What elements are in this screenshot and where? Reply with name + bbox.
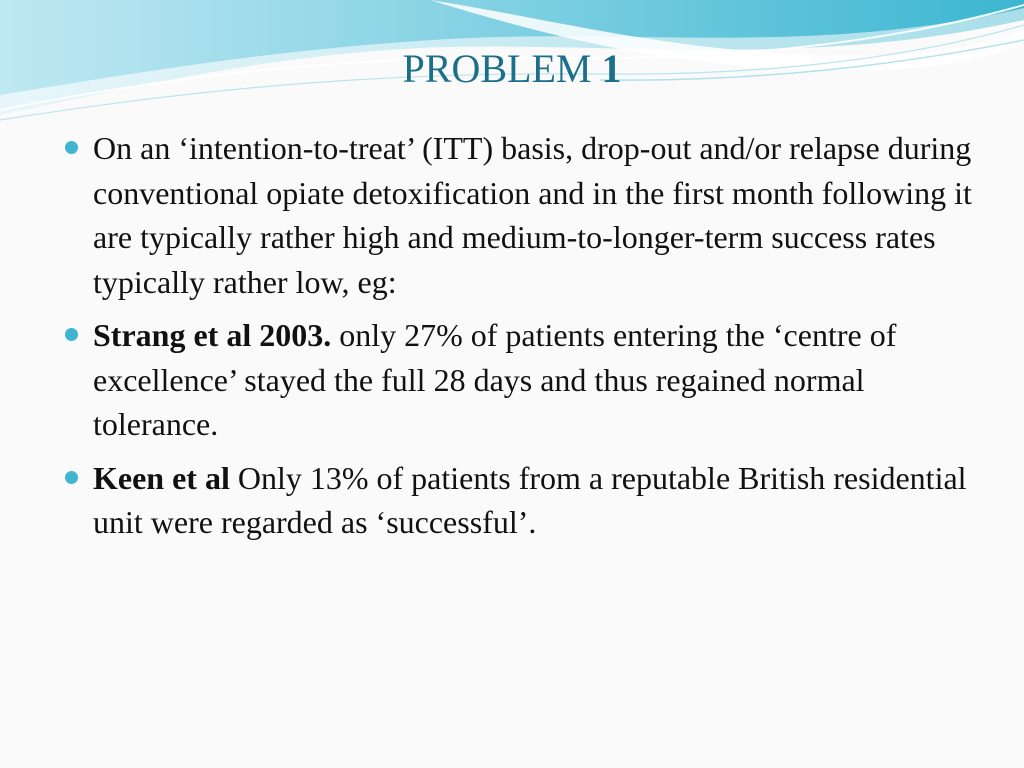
bullet-text: only 27% of patients entering the ‘centre of excellence’ stayed the full 28 days and thus regained normal tolerance.: [93, 317, 897, 442]
bullet-item-strang: [62, 313, 972, 447]
bullet-list: [62, 126, 972, 554]
bullet-lead: Keen et al: [93, 459, 230, 496]
bullet-item-itt: [62, 126, 972, 304]
bullet-text: On an ‘intention-to-treat’ (ITT) basis, drop-out and/or relapse during conventional opiate detoxification and in the first month following it are typically rather high and medium-to-longer-term success rates typically rather low, eg:: [93, 130, 972, 300]
bullet-text: Only 13% of patients from a reputable British residential unit were regarded as ‘successful’.: [93, 459, 967, 540]
slide-title-number: 1: [601, 46, 622, 91]
bullet-lead: Strang et al 2003.: [93, 317, 332, 353]
bullet-dot-icon: [65, 328, 78, 341]
slide-title-text: PROBLEM: [402, 46, 592, 91]
bullet-item-keen: [62, 456, 972, 545]
bullet-dot-icon: [65, 141, 78, 154]
bullet-dot-icon: [65, 471, 78, 484]
slide-title: [0, 44, 1024, 94]
